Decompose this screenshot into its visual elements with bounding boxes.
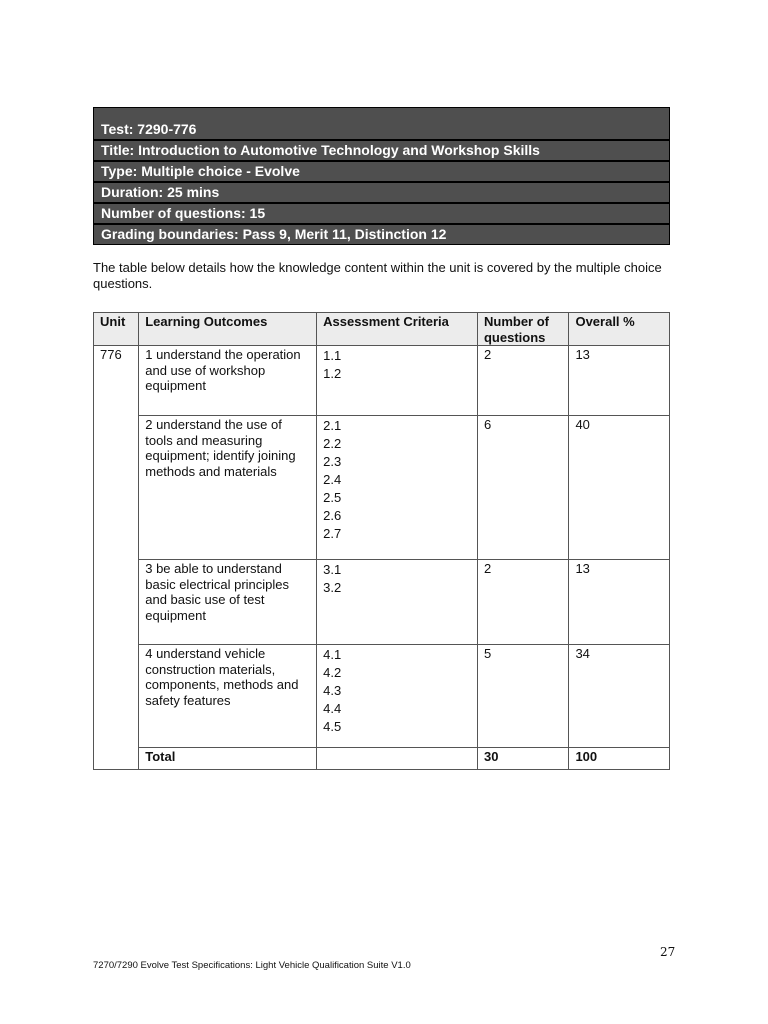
total-questions: 30 <box>477 748 568 770</box>
assessment-criteria <box>317 560 478 645</box>
learning-outcome: 3 be able to understand basic electrical principles and basic use of test equipment <box>139 560 317 645</box>
question-count: 2 <box>477 560 568 645</box>
unit-spacer <box>94 645 139 748</box>
total-overall: 100 <box>569 748 670 770</box>
criterion: 2.3 <box>323 454 342 469</box>
criterion: 4.1 <box>323 647 342 662</box>
criterion: 1.2 <box>323 366 342 381</box>
total-label: Total <box>139 748 317 770</box>
question-count: 2 <box>477 346 568 416</box>
criterion: 2.6 <box>323 508 342 523</box>
table-row <box>94 560 670 645</box>
unit-spacer <box>94 560 139 645</box>
header-assessment-criteria: Assessment Criteria <box>317 313 478 346</box>
question-count: 6 <box>477 416 568 560</box>
table-row <box>94 645 670 748</box>
overall-percent: 34 <box>569 645 670 748</box>
criterion: 3.2 <box>323 580 342 595</box>
unit-number: 776 <box>94 346 139 416</box>
info-box-top <box>93 107 670 120</box>
overall-percent: 13 <box>569 346 670 416</box>
table-total-row <box>94 748 670 770</box>
test-title: Title: Introduction to Automotive Technology and Workshop Skills <box>93 140 670 161</box>
learning-outcome: 2 understand the use of tools and measuring equipment; identify joining methods and materials <box>139 416 317 560</box>
assessment-criteria <box>317 416 478 560</box>
table-row <box>94 416 670 560</box>
assessment-criteria <box>317 346 478 416</box>
page-number: 27 <box>660 945 676 959</box>
header-overall: Overall % <box>569 313 670 346</box>
overall-percent: 40 <box>569 416 670 560</box>
header-learning-outcomes: Learning Outcomes <box>139 313 317 346</box>
header-unit: Unit <box>94 313 139 346</box>
criterion: 2.5 <box>323 490 342 505</box>
criterion: 4.2 <box>323 665 342 680</box>
criterion: 2.4 <box>323 472 342 487</box>
criterion: 1.1 <box>323 348 342 363</box>
test-info-box <box>93 107 670 245</box>
overall-percent: 13 <box>569 560 670 645</box>
criterion: 2.7 <box>323 526 342 541</box>
criterion: 3.1 <box>323 562 342 577</box>
question-count: 5 <box>477 645 568 748</box>
table-header-row <box>94 313 670 346</box>
test-code: Test: 7290-776 <box>93 120 670 140</box>
criterion: 2.1 <box>323 418 342 433</box>
header-number-of-questions: Number of questions <box>477 313 568 346</box>
criterion: 4.4 <box>323 701 342 716</box>
table-row <box>94 346 670 416</box>
assessment-criteria <box>317 645 478 748</box>
test-duration: Duration: 25 mins <box>93 182 670 203</box>
criterion: 4.3 <box>323 683 342 698</box>
test-number-of-questions: Number of questions: 15 <box>93 203 670 224</box>
learning-outcome: 4 understand vehicle construction materials, components, methods and safety features <box>139 645 317 748</box>
test-type: Type: Multiple choice - Evolve <box>93 161 670 182</box>
intro-paragraph: The table below details how the knowledge content within the unit is covered by the multiple choice questions. <box>93 260 662 291</box>
learning-outcome: 1 understand the operation and use of workshop equipment <box>139 346 317 416</box>
unit-spacer <box>94 748 139 770</box>
unit-spacer <box>94 416 139 560</box>
total-criteria-empty <box>317 748 478 770</box>
criterion: 4.5 <box>323 719 342 734</box>
footer-text: 7270/7290 Evolve Test Specifications: Light Vehicle Qualification Suite V1.0 <box>93 960 411 971</box>
test-grading-boundaries: Grading boundaries: Pass 9, Merit 11, Distinction 12 <box>93 224 670 245</box>
criterion: 2.2 <box>323 436 342 451</box>
coverage-table <box>93 312 670 770</box>
